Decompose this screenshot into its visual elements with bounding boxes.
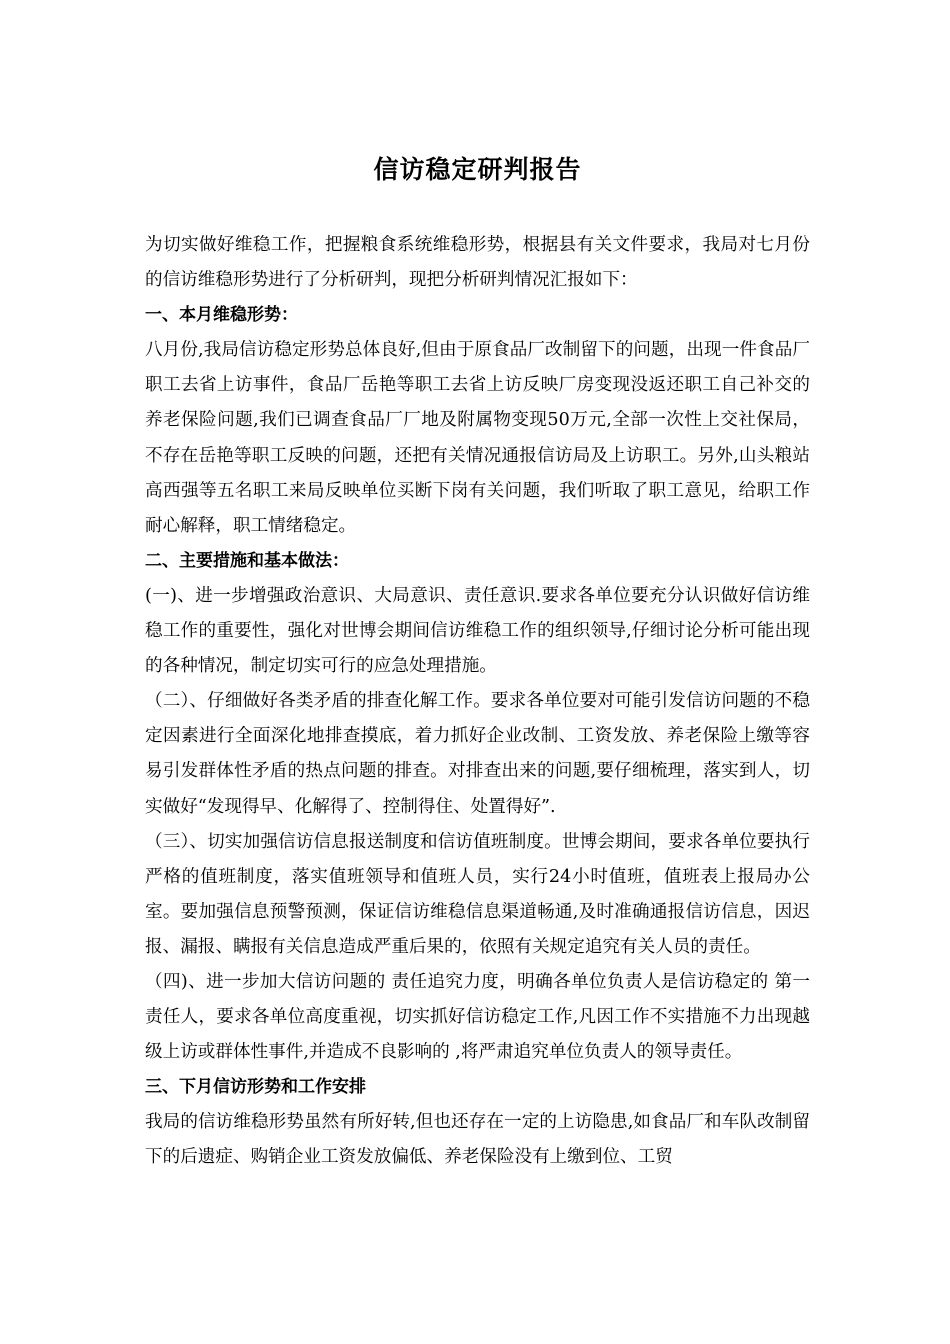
section-paragraph-1: 八月份,我局信访稳定形势总体良好,但由于原食品厂改制留下的问题，出现一件食品厂职工去省上访事件，食品厂岳艳等职工去省上访反映厂房变现没返还职工自己补交的养老保险问题,我们已调查食品厂厂地及附属物变现50万元,全部一次性上交社保局，不存在岳艳等职工反映的问题，还把有关情况通报信访局及上访职工。另外,山头粮站高西强等五名职工来局反映单位买断下岗有关问题，我们听取了职工意见，给职工作耐心解释，职工情绪稳定。 (145, 340, 810, 536)
section-paragraph-3: 我局的信访维稳形势虽然有所好转,但也还存在一定的上访隐患,如食品厂和车队改制留下的后遗症、购销企业工资发放偏低、养老保险没有上缴到位、工贸 (145, 1112, 810, 1168)
intro-paragraph: 为切实做好维稳工作，把握粮食系统维稳形势，根据县有关文件要求，我局对七月份的信访维稳形势进行了分析研判，现把分析研判情况汇报如下： (145, 235, 810, 291)
section-heading-1: 一、本月维稳形势： (145, 305, 298, 326)
measure-item-3: （三）、切实加强信访信息报送制度和信访值班制度。世博会期间，要求各单位要执行严格的值班制度，落实值班领导和值班人员，实行24小时值班，值班表上报局办公室。要加强信息预警预测，保证信访维稳信息渠道畅通,及时准确通报信访信息，因迟报、漏报、瞒报有关信息造成严重后果的，依照有关规定追究有关人员的责任。 (145, 831, 810, 957)
measure-item-2: （二）、仔细做好各类矛盾的排查化解工作。要求各单位要对可能引发信访问题的不稳定因素进行全面深化地排查摸底，着力抓好企业改制、工资发放、养老保险上缴等容易引发群体性矛盾的热点问题的排查。对排查出来的问题,要仔细梳理，落实到人，切实做好“发现得早、化解得了、控制得住、处置得好”. (145, 691, 810, 817)
measure-item-4: （四)、进一步加大信访问题的 责任追究力度，明确各单位负责人是信访稳定的 第一责任人，要求各单位高度重视，切实抓好信访稳定工作,凡因工作不实措施不力出现越级上访或群体性事件,并造成不良影响的 ,将严肃追究单位负责人的领导责任。 (145, 971, 810, 1063)
section-heading-3: 三、下月信访形势和工作安排 (145, 1077, 366, 1098)
document-title: 信访稳定研判报告 (373, 155, 582, 184)
document-body (145, 228, 810, 1176)
section-heading-2: 二、主要措施和基本做法： (145, 550, 349, 571)
measure-item-1: (一)、进一步增强政治意识、大局意识、责任意识.要求各单位要充分认识做好信访维稳工作的重要性，强化对世博会期间信访维稳工作的组织领导,仔细讨论分析可能出现的各种情况，制定切实可行的应急处理措施。 (145, 585, 810, 677)
